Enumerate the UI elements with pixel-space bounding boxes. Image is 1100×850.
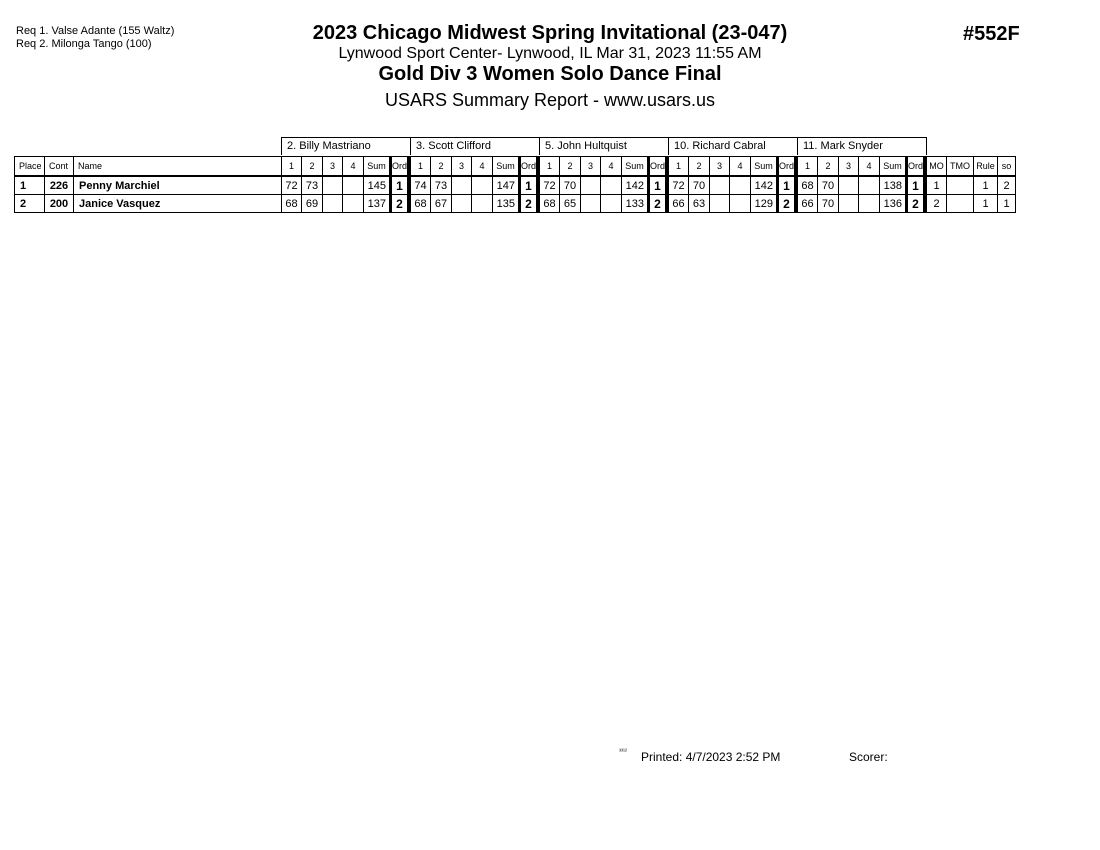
col-header-ord: Ord [389,156,410,175]
col-header-score: 1 [539,156,559,175]
cell-ord: 1 [776,175,797,194]
cell-sum: 142 [621,175,647,194]
cell-score [322,175,342,194]
venue-datetime: Lynwood Sport Center- Lynwood, IL Mar 31, 2023 11:55 AM [338,45,762,62]
col-header-rule: Rule [973,156,997,175]
cell-mo: 1 [926,175,946,194]
cell-score [451,175,471,194]
col-header-ord: Ord [518,156,539,175]
cell-score [838,194,858,213]
cell-score [729,194,750,213]
cell-ord: 1 [905,175,926,194]
judge-name: 5. John Hultquist [539,137,669,155]
col-header-ord: Ord [776,156,797,175]
cell-sum: 129 [750,194,776,213]
cell-score [580,194,600,213]
cell-tmo [946,194,973,213]
col-header-score: 2 [301,156,322,175]
col-header-so: so [997,156,1016,175]
cell-sum: 145 [363,175,389,194]
col-header-score: 4 [858,156,879,175]
cell-score: 74 [410,175,430,194]
col-header-score: 2 [559,156,580,175]
cell-score: 72 [668,175,688,194]
col-header-name: Name [73,156,281,175]
cell-score: 68 [281,194,301,213]
col-header-score: 3 [451,156,471,175]
cell-sum: 136 [879,194,905,213]
col-header-cont: Cont [44,156,73,175]
cell-cont: 200 [44,194,73,213]
cell-score [471,194,492,213]
col-header-ord: Ord [647,156,668,175]
cell-ord: 1 [389,175,410,194]
cell-name: Penny Marchiel [73,175,281,194]
cell-score [342,175,363,194]
competition-title: 2023 Chicago Midwest Spring Invitational (23-047) [312,22,788,44]
col-header-mo: MO [926,156,946,175]
cell-score [580,175,600,194]
cell-score [342,194,363,213]
col-header-score: 3 [580,156,600,175]
cell-score: 72 [539,175,559,194]
cell-sum: 133 [621,194,647,213]
cell-ord: 2 [776,194,797,213]
col-header-score: 1 [410,156,430,175]
col-header-score: 4 [729,156,750,175]
col-header-score: 4 [600,156,621,175]
cell-score: 73 [430,175,451,194]
sheet-number: #552F [963,23,1020,45]
cell-place: 2 [14,194,44,213]
col-header-score: 3 [322,156,342,175]
judge-name: 10. Richard Cabral [668,137,798,155]
cell-score [709,175,729,194]
col-header-place: Place [14,156,44,175]
judge-name: 11. Mark Snyder [797,137,927,155]
col-header-score: 1 [281,156,301,175]
col-header-score: 3 [709,156,729,175]
judge-name: 3. Scott Clifford [410,137,540,155]
col-header-score: 4 [471,156,492,175]
col-header-score: 2 [430,156,451,175]
cell-score [709,194,729,213]
printed-timestamp: Printed: 4/7/2023 2:52 PM [641,750,781,764]
cell-sum: 142 [750,175,776,194]
scorer-label: Scorer: [849,750,888,764]
cell-cont: 226 [44,175,73,194]
cell-score: 70 [559,175,580,194]
cell-rule: 1 [973,175,997,194]
cell-score: 67 [430,194,451,213]
cell-score [858,175,879,194]
cell-so: 2 [997,175,1016,194]
cell-score: 65 [559,194,580,213]
cell-score [600,175,621,194]
col-header-sum: Sum [363,156,389,175]
requirement-1: Req 1. Valse Adante (155 Waltz) [16,25,175,37]
cell-score: 68 [797,175,817,194]
cell-score: 66 [668,194,688,213]
col-header-ord: Ord [905,156,926,175]
cell-ord: 1 [647,175,668,194]
cell-score: 68 [410,194,430,213]
col-header-score: 1 [797,156,817,175]
cell-score [600,194,621,213]
cell-score: 70 [688,175,709,194]
cell-score: 63 [688,194,709,213]
judge-name: 2. Billy Mastriano [281,137,411,155]
cell-sum: 138 [879,175,905,194]
cell-score: 73 [301,175,322,194]
cell-rule: 1 [973,194,997,213]
cell-mo: 2 [926,194,946,213]
cell-score: 72 [281,175,301,194]
col-header-sum: Sum [621,156,647,175]
cell-name: Janice Vasquez [73,194,281,213]
cell-sum: 135 [492,194,518,213]
cell-score: 68 [539,194,559,213]
cell-score: 70 [817,194,838,213]
col-header-tmo: TMO [946,156,973,175]
cell-ord: 2 [518,194,539,213]
cell-ord: 2 [647,194,668,213]
cell-score: 69 [301,194,322,213]
cell-score [729,175,750,194]
col-header-sum: Sum [750,156,776,175]
cell-so: 1 [997,194,1016,213]
cell-score [471,175,492,194]
cell-sum: 137 [363,194,389,213]
revision-code: ³³¹² [619,749,627,755]
col-header-sum: Sum [879,156,905,175]
requirement-2: Req 2. Milonga Tango (100) [16,38,152,50]
cell-score: 66 [797,194,817,213]
cell-score: 70 [817,175,838,194]
cell-place: 1 [14,175,44,194]
cell-score [838,175,858,194]
cell-ord: 1 [518,175,539,194]
cell-ord: 2 [905,194,926,213]
cell-tmo [946,175,973,194]
cell-sum: 147 [492,175,518,194]
col-header-sum: Sum [492,156,518,175]
cell-ord: 2 [389,194,410,213]
col-header-score: 1 [668,156,688,175]
cell-score [858,194,879,213]
col-header-score: 4 [342,156,363,175]
cell-score [322,194,342,213]
col-header-score: 2 [688,156,709,175]
report-title: USARS Summary Report - www.usars.us [384,90,716,110]
cell-score [451,194,471,213]
col-header-score: 3 [838,156,858,175]
event-title: Gold Div 3 Women Solo Dance Final [378,63,722,85]
col-header-score: 2 [817,156,838,175]
